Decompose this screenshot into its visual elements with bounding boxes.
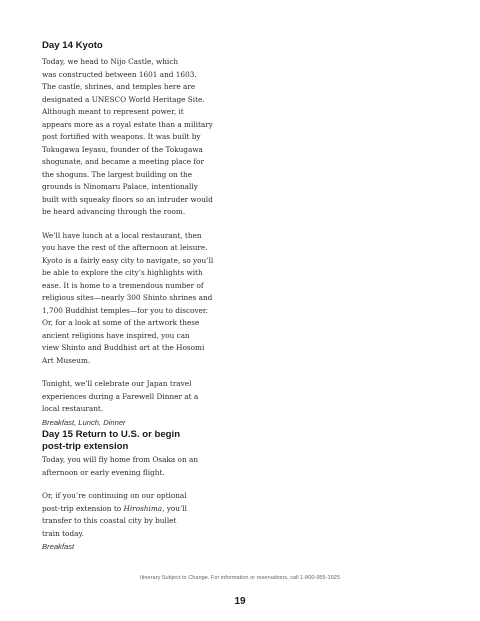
text-line: shogunate, and became a meeting place for <box>42 157 205 166</box>
text-line: The castle, shrines, and temples here are <box>42 82 196 91</box>
day15-title-line-1: Day 15 Return to U.S. or begin <box>42 429 181 440</box>
text-line: afternoon or early evening flight. <box>42 467 165 477</box>
text-line: Today, you will fly home from Osaka on an <box>42 455 199 464</box>
text-line: Tokugawa Ieyasu, founder of the Tokugawa <box>42 144 203 154</box>
text-line: Art Museum. <box>42 355 91 365</box>
day14-paragraph-3 <box>42 378 232 416</box>
text-line: Tonight, we’ll celebrate our Japan travel <box>42 379 192 388</box>
day15-title-line-2: post-trip extension <box>42 441 129 452</box>
day15-paragraph-1 <box>42 454 232 479</box>
text-line: post fortified with weapons. It was built by <box>42 132 201 141</box>
day14-paragraph-2 <box>42 230 232 368</box>
text-run: post-trip extension to <box>42 503 124 513</box>
text-line: designated a UNESCO World Heritage Site. <box>42 94 205 104</box>
text-line: transfer to this coastal city by bullet <box>42 516 177 525</box>
day14-paragraph-1 <box>42 56 232 219</box>
text-line: Or, for a look at some of the artwork these <box>42 318 200 327</box>
text-line: Today, we head to Nijo Castle, which <box>42 57 179 66</box>
day15-meals: Breakfast <box>42 542 75 551</box>
text-line: Kyoto is a fairly easy city to navigate, so you’ll <box>42 255 214 265</box>
text-line <box>42 503 232 516</box>
text-line: religious sites—nearly 300 Shinto shrines and <box>42 293 213 302</box>
day14-section <box>42 40 232 429</box>
text-line: built with squeaky floors so an intruder would <box>42 194 213 204</box>
day15-section <box>42 429 232 553</box>
text-line: local restaurant. <box>42 404 104 413</box>
text-line: the shoguns. The largest building on the <box>42 169 193 179</box>
text-line: 1,700 Buddhist temples—for you to discover. <box>42 305 208 315</box>
text-line: ancient religions have inspired, you can <box>42 330 190 340</box>
text-line: We’ll have lunch at a local restaurant, then <box>42 230 202 240</box>
text-line: you have the rest of the afternoon at leisure. <box>42 243 208 252</box>
day15-paragraph-2 <box>42 490 232 540</box>
destination-name: Hiroshima <box>123 503 163 513</box>
text-line: appears more as a royal estate than a military <box>42 119 213 129</box>
text-line: Although meant to represent power, it <box>42 107 184 116</box>
text-line: train today. <box>42 528 84 538</box>
text-line: grounds is Ninomaru Palace, intentionally <box>42 182 198 191</box>
text-line: experiences during a Farewell Dinner at a <box>42 391 199 401</box>
footer-note: Itinerary Subject to Change. For information or reservations, call 1-800-955-1925 <box>140 575 340 581</box>
day14-title: Day 14 Kyoto <box>42 40 103 51</box>
day14-meals: Breakfast, Lunch, Dinner <box>42 417 126 427</box>
text-line: be able to explore the city’s highlights with <box>42 268 203 277</box>
text-line: be heard advancing through the room. <box>42 207 186 216</box>
text-line: Or, if you’re continuing on our optional <box>42 491 187 500</box>
text-line: was constructed between 1601 and 1603. <box>42 69 197 79</box>
text-run: , you’ll <box>162 503 187 513</box>
text-line: ease. It is home to a tremendous number of <box>42 280 204 290</box>
page-number: 19 <box>234 596 246 607</box>
text-line: view Shinto and Buddhist art at the Hosomi <box>42 343 205 352</box>
